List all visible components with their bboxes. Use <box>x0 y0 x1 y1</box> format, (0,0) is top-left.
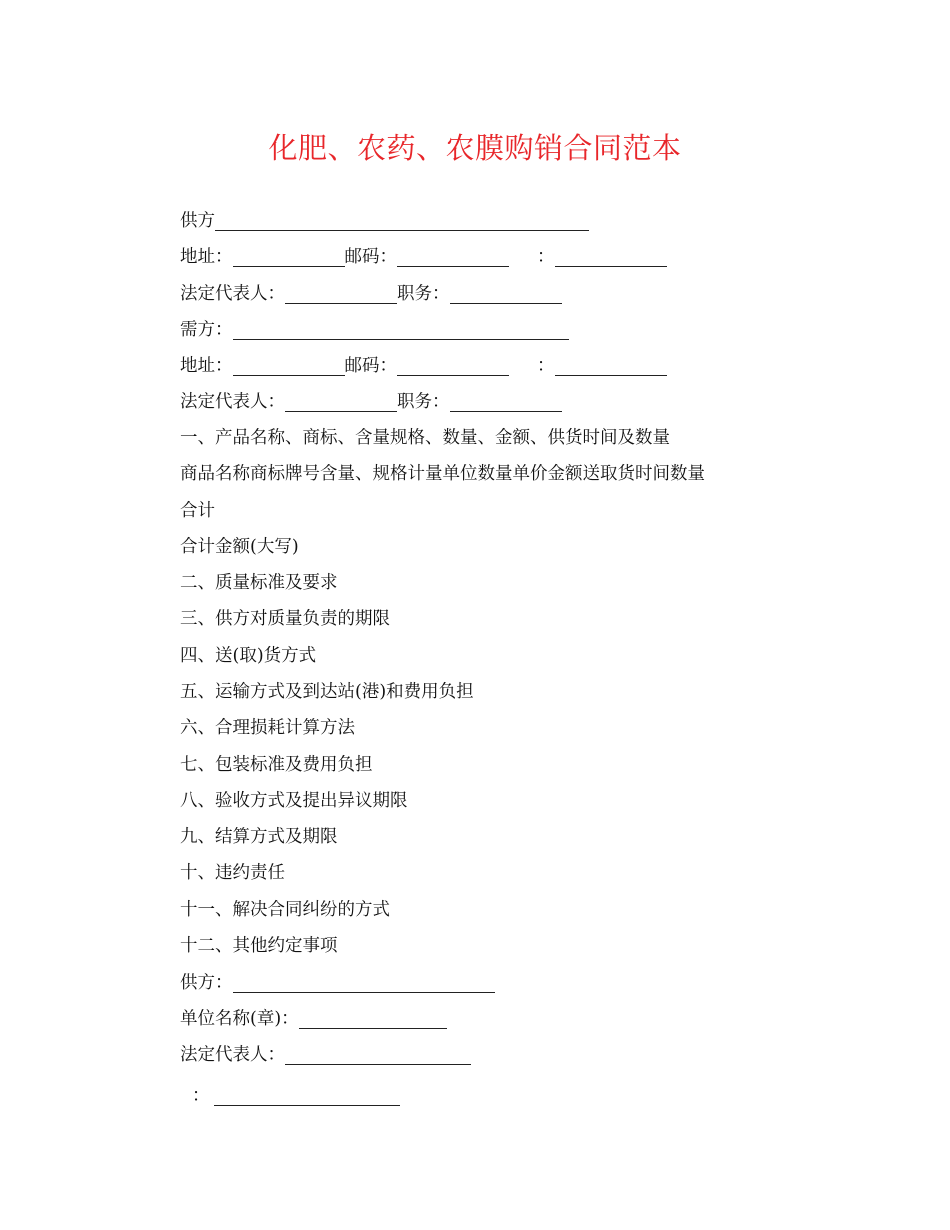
buyer-postcode-label: 邮码： <box>344 356 397 376</box>
section-1-total-amount: 合计金额(大写) <box>180 537 299 557</box>
supplier-address-line <box>180 243 667 271</box>
supplier-line <box>180 207 589 235</box>
sign-rep-line <box>180 1041 471 1069</box>
buyer-label: 需方： <box>180 320 233 340</box>
section-12: 十二、其他约定事项 <box>180 936 338 956</box>
buyer-line <box>180 316 569 344</box>
sign-colon-label: ： <box>192 1086 210 1106</box>
sign-unit-blank <box>299 1008 447 1029</box>
sign-supplier-label: 供方： <box>180 973 233 993</box>
buyer-address-label: 地址： <box>180 356 233 376</box>
supplier-label: 供方 <box>180 211 215 231</box>
section-1-total: 合计 <box>180 501 215 521</box>
section-7: 七、包装标准及费用负担 <box>180 755 373 775</box>
supplier-name-blank <box>215 210 589 231</box>
buyer-phone-blank <box>555 355 667 376</box>
page-title: 化肥、农药、农膜购销合同范本 <box>268 131 682 165</box>
section-2: 二、质量标准及要求 <box>180 573 338 593</box>
section-8: 八、验收方式及提出异议期限 <box>180 791 408 811</box>
sign-rep-label: 法定代表人： <box>180 1045 285 1065</box>
buyer-phone-label: ： <box>537 356 555 376</box>
sign-unit-label: 单位名称(章)： <box>180 1009 299 1029</box>
buyer-name-blank <box>233 319 569 340</box>
supplier-position-blank <box>450 283 562 304</box>
section-10: 十、违约责任 <box>180 863 285 883</box>
supplier-postcode-blank <box>397 246 509 267</box>
buyer-rep-line <box>180 388 562 416</box>
buyer-address-line <box>180 352 667 380</box>
section-5: 五、运输方式及到达站(港)和费用负担 <box>180 682 474 702</box>
supplier-address-label: 地址： <box>180 247 233 267</box>
buyer-position-blank <box>450 391 562 412</box>
supplier-phone-blank <box>555 246 667 267</box>
supplier-postcode-label: 邮码： <box>344 247 397 267</box>
sign-supplier-blank <box>233 972 495 993</box>
section-4: 四、送(取)货方式 <box>180 646 317 666</box>
sign-colon-line <box>192 1082 400 1110</box>
section-11: 十一、解决合同纠纷的方式 <box>180 900 390 920</box>
supplier-rep-line <box>180 280 562 308</box>
buyer-postcode-blank <box>397 355 509 376</box>
section-6: 六、合理损耗计算方法 <box>180 718 355 738</box>
sign-colon-blank <box>214 1085 400 1106</box>
buyer-rep-label: 法定代表人： <box>180 392 285 412</box>
sign-supplier-line <box>180 969 495 997</box>
sign-unit-line <box>180 1005 447 1033</box>
section-1: 一、产品名称、商标、含量规格、数量、金额、供货时间及数量 <box>180 428 670 448</box>
supplier-rep-label: 法定代表人： <box>180 284 285 304</box>
supplier-phone-label: ： <box>537 247 555 267</box>
supplier-address-blank <box>233 246 345 267</box>
supplier-rep-blank <box>285 283 397 304</box>
buyer-position-label: 职务： <box>397 392 450 412</box>
section-9: 九、结算方式及期限 <box>180 827 338 847</box>
buyer-rep-blank <box>285 391 397 412</box>
sign-rep-blank <box>285 1044 471 1065</box>
buyer-address-blank <box>233 355 345 376</box>
section-3: 三、供方对质量负责的期限 <box>180 609 390 629</box>
supplier-position-label: 职务： <box>397 284 450 304</box>
section-1-columns: 商品名称商标牌号含量、规格计量单位数量单价金额送取货时间数量 <box>180 464 705 484</box>
